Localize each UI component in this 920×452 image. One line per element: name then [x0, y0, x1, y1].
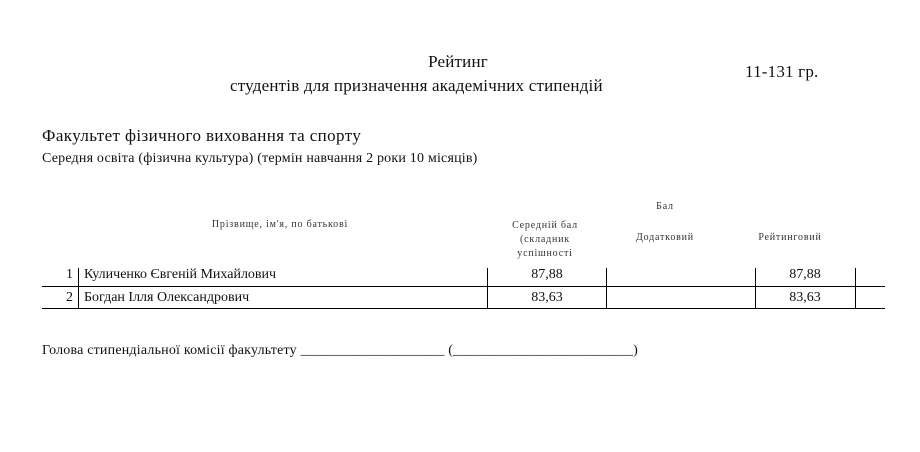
rating-score: 83,63: [789, 290, 821, 305]
header-additional: Додатковий: [636, 232, 694, 243]
student-name: Куличенко Євгеній Михайлович: [84, 267, 277, 282]
group-number: 11-131 гр.: [745, 62, 819, 81]
average-score: 87,88: [531, 267, 563, 282]
header-score-group: Бал: [656, 201, 674, 212]
column-divider: [855, 268, 856, 308]
document-title: Рейтинг: [428, 52, 488, 71]
faculty-name: Факультет фізичного виховання та спорту: [42, 126, 362, 145]
header-name: Прізвище, ім'я, по батькові: [211, 219, 349, 230]
program-name: Середня освіта (фізична культура) (термін навчання 2 роки 10 місяців): [42, 151, 478, 166]
header-average-line3: успішності: [517, 248, 573, 259]
row-number: 2: [66, 290, 73, 305]
row-number: 1: [66, 267, 73, 282]
column-divider: [487, 268, 488, 308]
average-score: 83,63: [531, 290, 563, 305]
column-divider: [755, 268, 756, 308]
student-name: Богдан Ілля Олександрович: [84, 290, 250, 305]
header-average-line1: Середній бал: [512, 220, 578, 231]
header-average: [490, 219, 600, 261]
signature-line: Голова стипендіальної комісії факультету ____________________ (_________________________): [42, 343, 638, 358]
rating-score: 87,88: [789, 267, 821, 282]
header-average-line2: (складник: [520, 234, 570, 245]
column-divider: [78, 268, 79, 308]
column-divider: [606, 268, 607, 308]
row-divider: [42, 286, 885, 287]
row-divider: [42, 308, 885, 309]
document-subtitle: студентів для призначення академічних стипендій: [230, 76, 603, 95]
header-rating: Рейтинговий: [758, 232, 822, 243]
